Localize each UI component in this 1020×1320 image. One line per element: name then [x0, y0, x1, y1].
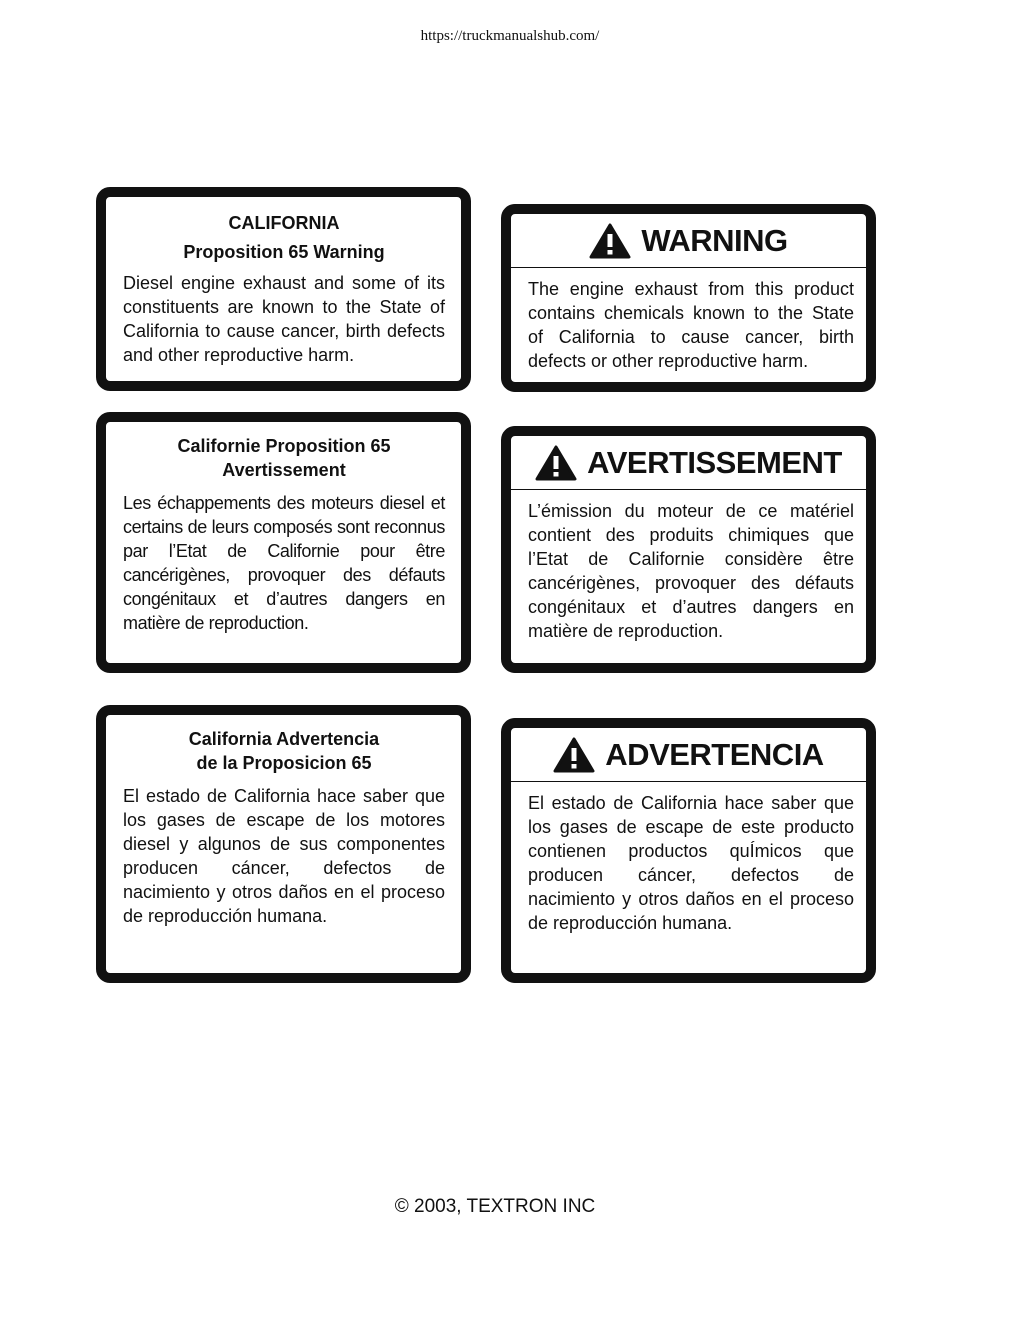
decal-body: L’émission du moteur de ce matériel contient des produits chimiques que l’Etat de Californie considère être cancérigènes, provoquer des défauts congénitaux et d’autres dangers en matière de reproduction.	[528, 501, 854, 641]
decal-title-text: ADVERTENCIA	[605, 736, 824, 772]
prop65-spanish-label	[96, 705, 471, 983]
decal-title-text: WARNING	[641, 222, 788, 258]
label-heading-line: California Advertencia	[188, 729, 380, 749]
decal-title	[511, 214, 866, 268]
label-body: Les échappements des moteurs diesel et certains de leurs composés sont reconnus par l’Etat de Californie pour être cancérigènes, provoquer des défauts congénitaux et d’autres dangers en matière de reproduction.	[123, 493, 445, 633]
label-heading	[123, 727, 445, 775]
source-url: https://truckmanualshub.com/	[420, 28, 600, 44]
decal-body: El estado de California hace saber que los gases de escape de este producto contienen productos quÍmicos que producen cáncer, defectos de nacimiento y otros daños en el proceso de reproducción humana.	[528, 793, 854, 933]
label-heading-line: Proposition 65 Warning	[183, 242, 385, 262]
decal-title	[511, 728, 866, 782]
copyright-footer: © 2003, TEXTRON INC	[394, 1196, 596, 1217]
decal-body: The engine exhaust from this product contains chemicals known to the State of California to cause cancer, birth defects or other reproductive harm.	[528, 279, 854, 371]
hazard-triangle-icon	[589, 223, 631, 259]
decal-title-text: AVERTISSEMENT	[587, 444, 842, 480]
label-heading-line: CALIFORNIA	[228, 213, 340, 233]
label-heading-line: Avertissement	[222, 460, 346, 480]
label-heading	[123, 434, 445, 482]
prop65-english-label	[96, 187, 471, 391]
warning-spanish-decal	[501, 718, 876, 983]
prop65-french-label	[96, 412, 471, 673]
label-heading	[123, 209, 445, 267]
warning-english-decal	[501, 204, 876, 392]
label-body: El estado de California hace saber que los gases de escape de los motores diesel y algunos de sus componentes producen cáncer, defectos de nacimiento y otros daños en el proceso de reproducción humana.	[123, 786, 445, 926]
label-heading-line: Californie Proposition 65	[177, 436, 391, 456]
warning-french-decal	[501, 426, 876, 673]
hazard-triangle-icon	[553, 737, 595, 773]
label-heading-line: de la Proposicion 65	[196, 753, 372, 773]
decal-title	[511, 436, 866, 490]
label-body: Diesel engine exhaust and some of its constituents are known to the State of California to cause cancer, birth defects and other reproductive harm.	[123, 273, 445, 365]
hazard-triangle-icon	[535, 445, 577, 481]
